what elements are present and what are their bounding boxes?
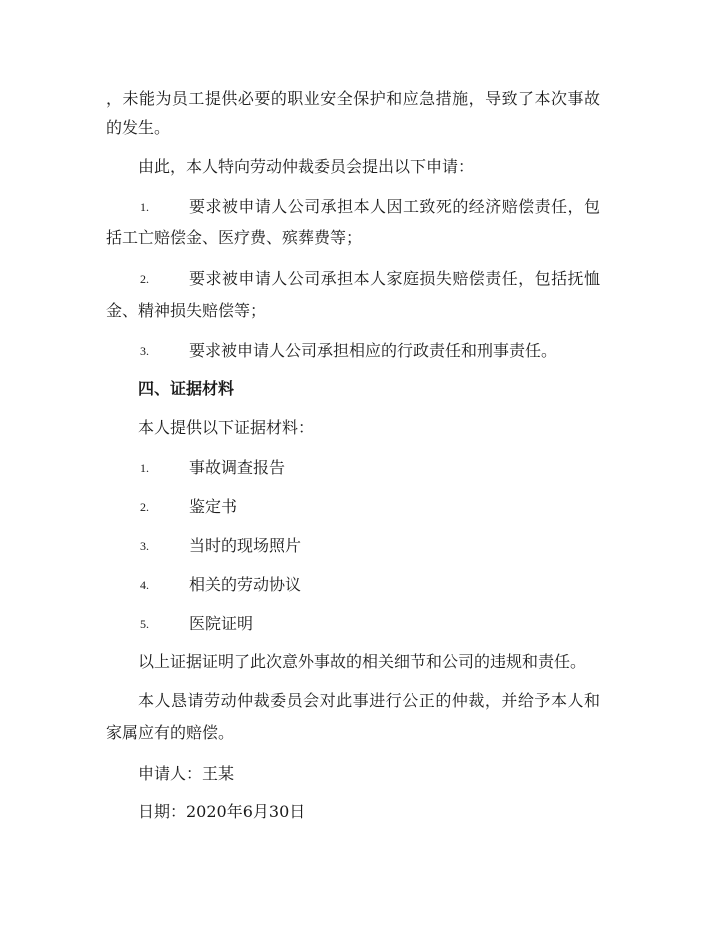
request-2-line-2: 金、精神损失赔偿等；	[106, 301, 267, 320]
request-1-number: 1.	[140, 200, 149, 214]
request-1-line-2: 括工亡赔偿金、医疗费、殡葬费等；	[106, 228, 363, 247]
paragraph-1-line-2: 的发生。	[106, 118, 171, 137]
evidence-item-2-number: 2.	[140, 500, 149, 514]
evidence-item-4-text: 相关的劳动协议	[189, 575, 302, 594]
paragraph-1-line-1: ，未能为员工提供必要的职业安全保护和应急措施，导致了本次事故	[106, 89, 600, 108]
closing-line-2: 家属应有的赔偿。	[106, 723, 235, 742]
request-1-line-1: 要求被申请人公司承担本人因工致死的经济赔偿责任，包	[189, 197, 600, 216]
evidence-summary: 以上证据证明了此次意外事故的相关细节和公司的违规和责任。	[138, 652, 587, 671]
evidence-item-3-text: 当时的现场照片	[189, 536, 302, 555]
evidence-item-3-number: 3.	[140, 539, 149, 553]
evidence-item-1-text: 事故调查报告	[189, 458, 286, 477]
section-heading: 四、证据材料	[138, 379, 235, 398]
evidence-item-4-number: 4.	[140, 578, 149, 592]
closing-line-1: 本人恳请劳动仲裁委员会对此事进行公正的仲裁，并给予本人和	[138, 691, 600, 710]
evidence-item-5-number: 5.	[140, 617, 149, 631]
request-2-number: 2.	[140, 272, 149, 286]
evidence-item-5-text: 医院证明	[189, 614, 254, 633]
evidence-item-1-number: 1.	[140, 461, 149, 475]
evidence-intro: 本人提供以下证据材料：	[138, 418, 315, 437]
applicant-signature: 申请人：王某	[138, 764, 235, 783]
request-2-line-1: 要求被申请人公司承担本人家庭损失赔偿责任，包括抚恤	[189, 269, 600, 288]
document-date: 日期：2020年6月30日	[138, 802, 306, 821]
request-3-number: 3.	[140, 344, 149, 358]
application-intro: 由此，本人特向劳动仲裁委员会提出以下申请：	[138, 157, 475, 176]
request-3-line-1: 要求被申请人公司承担相应的行政责任和刑事责任。	[189, 341, 558, 360]
evidence-item-2-text: 鉴定书	[189, 497, 238, 516]
